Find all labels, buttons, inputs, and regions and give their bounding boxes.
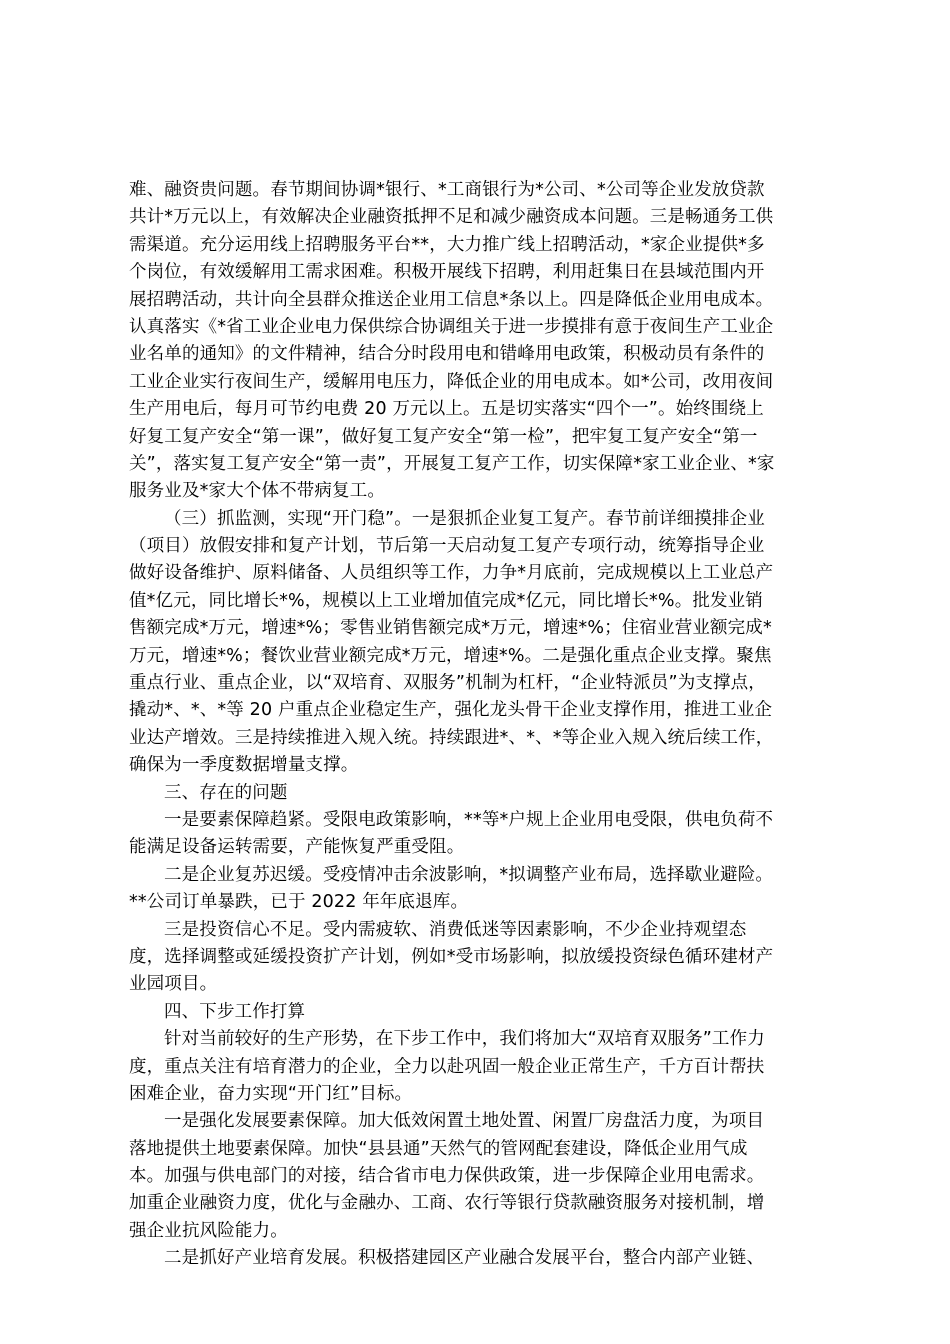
- text-line: 三是投资信心不足。受内需疲软、消费低迷等因素影响，不少企业持观望态: [164, 919, 747, 940]
- section-heading: 四、下步工作打算: [164, 1001, 306, 1022]
- section-heading: 三、存在的问题: [164, 782, 288, 803]
- text-line: 重点行业、重点企业，以“双培育、双服务”机制为杠杆，“企业特派员”为支撑点，: [129, 673, 766, 694]
- text-line: 好复工复产安全“第一课”，做好复工复产安全“第一检”，把牢复工复产安全“第一: [129, 426, 758, 447]
- document-body: [129, 177, 831, 1273]
- text-line: 万元，增速*%；餐饮业营业额完成*万元，增速*%。二是强化重点企业支撑。聚焦: [129, 645, 772, 666]
- text-line: 撬动*、*、*等 20 户重点企业稳定生产，强化龙头骨干企业支撑作用，推进工业企: [129, 700, 773, 721]
- text-line: 针对当前较好的生产形势，在下步工作中，我们将加大“双培育双服务”工作力: [164, 1029, 765, 1050]
- text-line: 业达产增效。三是持续推进入规入统。持续跟进*、*、*等企业入规入统后续工作，: [129, 727, 774, 748]
- text-line: 业名单的通知》的文件精神，结合分时段用电和错峰用电政策，积极动员有条件的: [129, 344, 765, 365]
- text-line: 需渠道。充分运用线上招聘服务平台**，大力推广线上招聘活动，*家企业提供*多: [129, 234, 765, 255]
- text-line: 共计*万元以上，有效解决企业融资抵押不足和减少融资成本问题。三是畅通务工供: [129, 207, 774, 228]
- text-line: 一是强化发展要素保障。加大低效闲置土地处置、闲置厂房盘活力度，为项目: [164, 1111, 765, 1132]
- text-line: 售额完成*万元，增速*%；零售业销售额完成*万元，增速*%；住宿业营业额完成*: [129, 618, 772, 639]
- text-line: 度，重点关注有培育潜力的企业，全力以赴巩固一般企业正常生产，千方百计帮扶: [129, 1056, 765, 1077]
- text-line: 值*亿元，同比增长*%，规模以上工业增加值完成*亿元，同比增长*%。批发业销: [129, 590, 763, 611]
- text-line: 困难企业，奋力实现“开门红”目标。: [129, 1083, 413, 1104]
- text-line: 做好设备维护、原料储备、人员组织等工作，力争*月底前，完成规模以上工业总产: [129, 563, 774, 584]
- text-line: 难、融资贵问题。春节期间协调*银行、*工商银行为*公司、*公司等企业发放贷款: [129, 180, 765, 200]
- text-line: 落地提供土地要素保障。加快“县县通”天然气的管网配套建设，降低企业用气成: [129, 1138, 748, 1159]
- text-line: 强企业抗风险能力。: [129, 1220, 288, 1241]
- text-line: 生产用电后，每月可节约电费 20 万元以上。五是切实落实“四个一”。始终围绕上: [129, 399, 764, 420]
- text-line: 确保为一季度数据增量支撑。: [129, 755, 359, 776]
- text-line: 关”，落实复工复产安全“第一责”，开展复工复产工作，切实保障*家工业企业、*家: [129, 453, 775, 474]
- text-line: **公司订单暴跌，已于 2022 年年底退库。: [129, 892, 469, 913]
- text-line: （三）抓监测，实现“开门稳”。一是狠抓企业复工复产。春节前详细摸排企业: [164, 508, 765, 529]
- text-line: 个岗位，有效缓解用工需求困难。积极开展线下招聘，利用赶集日在县域范围内开: [129, 262, 765, 283]
- text-line: 本。加强与供电部门的对接，结合省市电力保供政策，进一步保障企业用电需求。: [129, 1166, 765, 1187]
- text-line: 服务业及*家大个体不带病复工。: [129, 481, 385, 502]
- text-line: 展招聘活动，共计向全县群众推送企业用工信息*条以上。四是降低企业用电成本。: [129, 289, 774, 310]
- text-line: 认真落实《*省工业企业电力保供综合协调组关于进一步摸排有意于夜间生产工业企: [129, 316, 774, 337]
- text-line: 一是要素保障趋紧。受限电政策影响，**等*户规上企业用电受限，供电负荷不: [164, 809, 774, 830]
- text-line: （项目）放假安排和复产计划，节后第一天启动复工复产专项行动，统筹指导企业: [129, 536, 765, 557]
- text-line: 加重企业融资力度，优化与金融办、工商、农行等银行贷款融资服务对接机制，增: [129, 1193, 765, 1214]
- text-line: 二是抓好产业培育发展。积极搭建园区产业融合发展平台，整合内部产业链、: [164, 1248, 765, 1269]
- text-line: 工业企业实行夜间生产，缓解用电压力，降低企业的用电成本。如*公司，改用夜间: [129, 371, 774, 392]
- text-line: 业园项目。: [129, 974, 218, 995]
- text-line: 能满足设备运转需要，产能恢复严重受阻。: [129, 837, 465, 858]
- text-line: 二是企业复苏迟缓。受疫情冲击余波影响，*拟调整产业布局，选择歇业避险。: [164, 864, 773, 885]
- text-line: 度，选择调整或延缓投资扩产计划，例如*受市场影响，拟放缓投资绿色循环建材产: [129, 946, 774, 967]
